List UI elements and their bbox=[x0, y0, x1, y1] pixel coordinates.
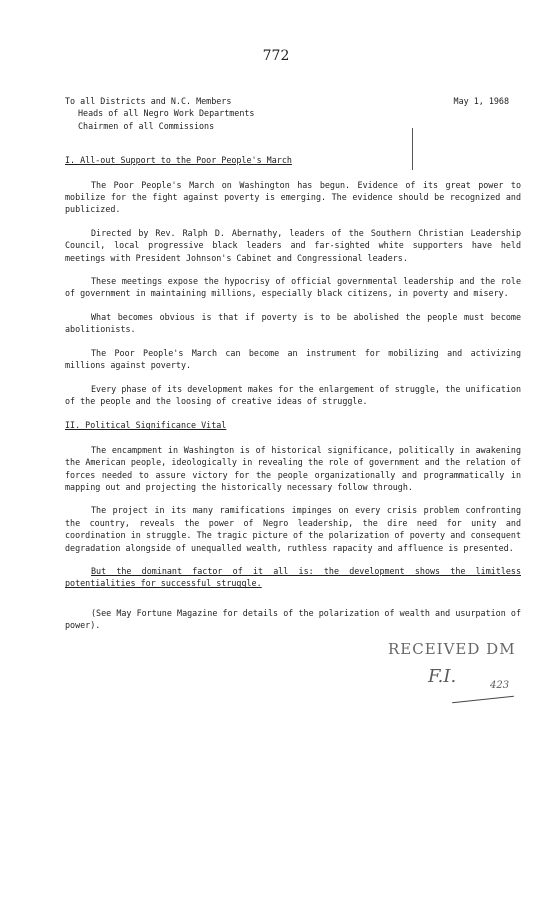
concluding-statement: But the dominant factor of it all is: the development shows the limitless potentialities for successful struggle. bbox=[65, 565, 521, 589]
memo-header bbox=[65, 95, 521, 132]
paragraph: Every phase of its development makes for the enlargement of struggle, the unification of the people and the loosing of creative ideas of struggle. bbox=[65, 383, 521, 406]
page-number: 772 bbox=[262, 48, 290, 64]
addressee-line: Heads of all Negro Work Departments bbox=[78, 108, 255, 119]
paragraph: The Poor People's March on Washington has begun. Evidence of its great power to mobilize for the fight against poverty is emerging. The evidence should be recognized and publicized. bbox=[65, 179, 521, 215]
paragraph: The Poor People's March can become an instrument for mobilizing and activizing millions against poverty. bbox=[65, 347, 521, 371]
paragraph: The project in its many ramifications impinges on every crisis problem confronting the country, reveals the power of Negro leadership, the dire need for unity and coordination in struggle. The tragic picture of the polarization of poverty and consequent degradation alongside of unequalled wealth, ruthless rapacity and affluence is presented. bbox=[65, 505, 521, 553]
memo-date: May 1, 1968 bbox=[453, 96, 509, 106]
addressee-line: To all Districts and N.C. Members bbox=[65, 96, 232, 106]
addressee-block bbox=[65, 95, 254, 132]
section-heading: I. All-out Support to the Poor People's March bbox=[65, 155, 292, 166]
signature-line bbox=[452, 696, 514, 703]
received-stamp: RECEIVED DM bbox=[388, 640, 516, 658]
handwritten-initials: F.I. bbox=[428, 666, 457, 687]
paragraph: The encampment in Washington is of historical significance, politically in awakening the American people, ideologically in revealing the role of government and the relation of forces needed to assure victory for the people organizationally and programmatically in mapping out and projecting the historically necessary follow through. bbox=[65, 444, 521, 492]
section-heading: II. Political Significance Vital bbox=[65, 420, 227, 431]
paragraph: These meetings expose the hypocrisy of official governmental leadership and the role of government in maintaining millions, especially black citizens, in poverty and misery. bbox=[65, 276, 521, 299]
paragraph: What becomes obvious is that if poverty is to be abolished the people must become abolitionists. bbox=[65, 311, 521, 335]
addressee-line: Chairmen of all Commissions bbox=[78, 120, 215, 131]
footnote-reference: (See May Fortune Magazine for details of the polarization of wealth and usurpation of power). bbox=[65, 607, 521, 631]
paragraph: Directed by Rev. Ralph D. Abernathy, leaders of the Southern Christian Leadership Council, local progressive black leaders and far-sighted white supporters have held meetings with President Johnson's Cabinet and Congressional leaders. bbox=[65, 227, 521, 263]
memo-body bbox=[65, 95, 521, 632]
handwritten-number: 423 bbox=[490, 680, 510, 691]
